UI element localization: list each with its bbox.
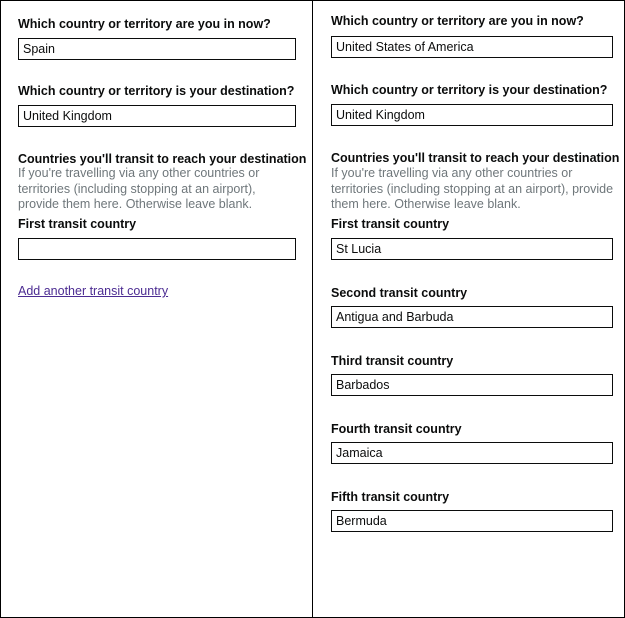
- current-country-label: Which country or territory are you in now?: [331, 14, 584, 28]
- add-transit-country-link[interactable]: Add another transit country: [18, 284, 169, 298]
- transit-hint: If you're travelling via any other countries or territories (including stopping at an airport), provide them here. Otherwise leave blank.: [331, 166, 614, 211]
- fourth-transit-input[interactable]: Jamaica: [331, 442, 613, 464]
- transit-hint: If you're travelling via any other countries or territories (including stopping at an airport), provide them here. Otherwise leave blank.: [18, 166, 260, 211]
- current-country-input[interactable]: United States of America: [331, 36, 613, 58]
- destination-country-label: Which country or territory is your destination?: [18, 84, 295, 98]
- current-country-label: Which country or territory are you in now?: [18, 17, 271, 31]
- destination-country-input[interactable]: United Kingdom: [18, 105, 296, 127]
- first-transit-input[interactable]: [18, 238, 296, 260]
- fourth-transit-label: Fourth transit country: [331, 422, 462, 436]
- fifth-transit-input[interactable]: Bermuda: [331, 510, 613, 532]
- first-transit-input[interactable]: St Lucia: [331, 238, 613, 260]
- second-transit-label: Second transit country: [331, 286, 468, 300]
- first-transit-label: First transit country: [331, 217, 450, 231]
- second-transit-input[interactable]: Antigua and Barbuda: [331, 306, 613, 328]
- panel-divider: [312, 0, 313, 618]
- third-transit-input[interactable]: Barbados: [331, 374, 613, 396]
- transit-heading: Countries you'll transit to reach your destination: [18, 152, 307, 166]
- current-country-input[interactable]: Spain: [18, 38, 296, 60]
- transit-heading: Countries you'll transit to reach your destination: [331, 151, 620, 165]
- destination-country-input[interactable]: United Kingdom: [331, 104, 613, 126]
- third-transit-label: Third transit country: [331, 354, 454, 368]
- destination-country-label: Which country or territory is your destination?: [331, 83, 608, 97]
- fifth-transit-label: Fifth transit country: [331, 490, 450, 504]
- first-transit-label: First transit country: [18, 217, 137, 231]
